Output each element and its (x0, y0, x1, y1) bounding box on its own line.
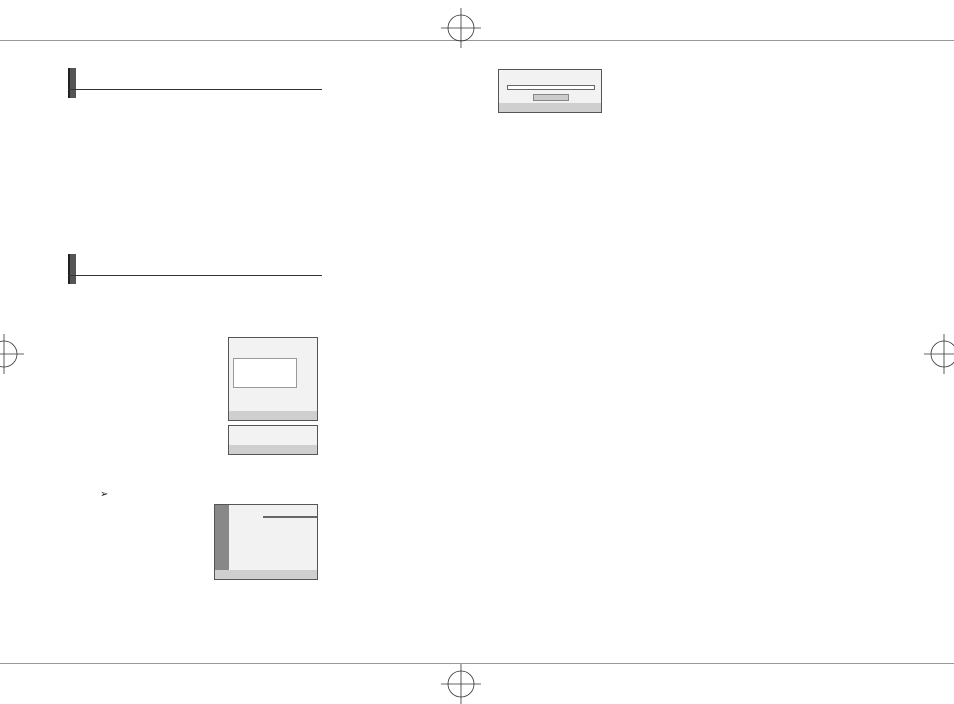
crop-mark-top (441, 8, 481, 48)
osd-start-button (533, 94, 569, 101)
osd-footer (229, 411, 317, 420)
crop-mark-left (0, 334, 24, 374)
osd-icon-strip (215, 505, 229, 573)
osd-region-list (263, 516, 317, 518)
osd-footer (215, 570, 317, 579)
osd-footer (229, 445, 317, 454)
osd-plug-play (228, 337, 318, 421)
osd-progress (507, 85, 595, 90)
osd-auto-tune (214, 504, 318, 580)
osd-language-list (233, 358, 297, 388)
osd-check-antenna (228, 425, 318, 455)
osd-footer (499, 103, 601, 112)
section-bar (68, 68, 76, 98)
crop-mark-bottom (441, 664, 481, 704)
crop-mark-right (924, 334, 954, 374)
section-rule (68, 275, 322, 276)
osd-search-start (498, 69, 602, 113)
section-bar (68, 254, 76, 284)
section-rule (68, 89, 322, 90)
note-arrow-icon: ➢ (100, 489, 109, 500)
